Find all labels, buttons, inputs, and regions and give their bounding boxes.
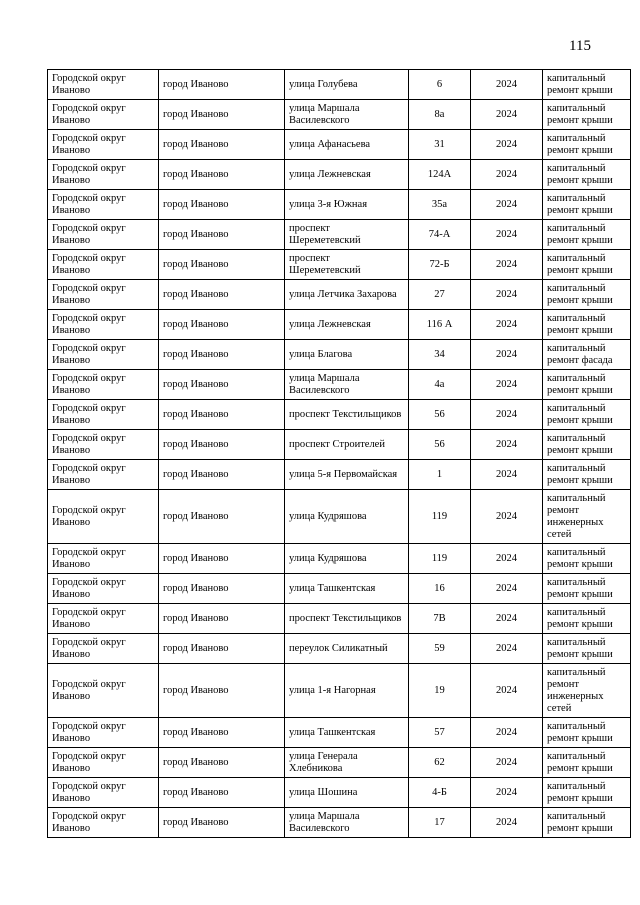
cell-street: улица Маршала Василевского xyxy=(285,808,409,838)
cell-street: улица Маршала Василевского xyxy=(285,100,409,130)
cell-house-number: 35а xyxy=(409,190,471,220)
table-row xyxy=(48,400,631,430)
table-row xyxy=(48,748,631,778)
cell-street: улица Кудряшова xyxy=(285,490,409,544)
cell-street: улица Афанасьева xyxy=(285,130,409,160)
cell-municipality: Городской округ Иваново xyxy=(48,100,159,130)
cell-street: улица Лежневская xyxy=(285,160,409,190)
cell-settlement: город Иваново xyxy=(159,718,285,748)
cell-year: 2024 xyxy=(471,430,543,460)
cell-work-type: капитальный ремонт инженерных сетей xyxy=(543,490,631,544)
cell-street: улица Шошина xyxy=(285,778,409,808)
cell-street: улица Благова xyxy=(285,340,409,370)
cell-settlement: город Иваново xyxy=(159,400,285,430)
cell-house-number: 72-Б xyxy=(409,250,471,280)
table-row xyxy=(48,340,631,370)
cell-municipality: Городской округ Иваново xyxy=(48,574,159,604)
cell-street: проспект Текстильщиков xyxy=(285,400,409,430)
cell-work-type: капитальный ремонт крыши xyxy=(543,544,631,574)
cell-year: 2024 xyxy=(471,574,543,604)
cell-house-number: 31 xyxy=(409,130,471,160)
cell-year: 2024 xyxy=(471,250,543,280)
cell-street: улица Летчика Захарова xyxy=(285,280,409,310)
table-row xyxy=(48,70,631,100)
cell-municipality: Городской округ Иваново xyxy=(48,430,159,460)
cell-year: 2024 xyxy=(471,808,543,838)
cell-settlement: город Иваново xyxy=(159,778,285,808)
cell-municipality: Городской округ Иваново xyxy=(48,808,159,838)
cell-house-number: 17 xyxy=(409,808,471,838)
cell-street: проспект Текстильщиков xyxy=(285,604,409,634)
table-row xyxy=(48,220,631,250)
cell-house-number: 59 xyxy=(409,634,471,664)
cell-house-number: 56 xyxy=(409,400,471,430)
cell-house-number: 1 xyxy=(409,460,471,490)
cell-municipality: Городской округ Иваново xyxy=(48,664,159,718)
table-row xyxy=(48,490,631,544)
cell-municipality: Городской округ Иваново xyxy=(48,490,159,544)
table-row xyxy=(48,160,631,190)
cell-municipality: Городской округ Иваново xyxy=(48,70,159,100)
cell-street: улица 3-я Южная xyxy=(285,190,409,220)
cell-work-type: капитальный ремонт крыши xyxy=(543,100,631,130)
table-row xyxy=(48,310,631,340)
cell-street: проспект Шереметевский xyxy=(285,220,409,250)
table-row xyxy=(48,634,631,664)
cell-settlement: город Иваново xyxy=(159,604,285,634)
cell-year: 2024 xyxy=(471,460,543,490)
table-row xyxy=(48,808,631,838)
cell-street: улица 1-я Нагорная xyxy=(285,664,409,718)
cell-year: 2024 xyxy=(471,340,543,370)
cell-work-type: капитальный ремонт крыши xyxy=(543,604,631,634)
cell-street: улица 5-я Первомайская xyxy=(285,460,409,490)
cell-year: 2024 xyxy=(471,634,543,664)
cell-settlement: город Иваново xyxy=(159,490,285,544)
cell-work-type: капитальный ремонт крыши xyxy=(543,250,631,280)
page-number: 115 xyxy=(569,38,591,54)
cell-work-type: капитальный ремонт крыши xyxy=(543,310,631,340)
cell-municipality: Городской округ Иваново xyxy=(48,340,159,370)
cell-municipality: Городской округ Иваново xyxy=(48,280,159,310)
cell-house-number: 119 xyxy=(409,544,471,574)
cell-street: переулок Силикатный xyxy=(285,634,409,664)
cell-street: улица Генерала Хлебникова xyxy=(285,748,409,778)
cell-settlement: город Иваново xyxy=(159,190,285,220)
cell-settlement: город Иваново xyxy=(159,130,285,160)
cell-house-number: 8а xyxy=(409,100,471,130)
cell-work-type: капитальный ремонт крыши xyxy=(543,370,631,400)
cell-settlement: город Иваново xyxy=(159,370,285,400)
cell-settlement: город Иваново xyxy=(159,100,285,130)
cell-settlement: город Иваново xyxy=(159,748,285,778)
cell-year: 2024 xyxy=(471,220,543,250)
cell-work-type: капитальный ремонт крыши xyxy=(543,400,631,430)
cell-year: 2024 xyxy=(471,190,543,220)
cell-year: 2024 xyxy=(471,544,543,574)
cell-municipality: Городской округ Иваново xyxy=(48,190,159,220)
cell-settlement: город Иваново xyxy=(159,340,285,370)
cell-settlement: город Иваново xyxy=(159,160,285,190)
cell-settlement: город Иваново xyxy=(159,250,285,280)
cell-work-type: капитальный ремонт крыши xyxy=(543,574,631,604)
cell-year: 2024 xyxy=(471,490,543,544)
cell-municipality: Городской округ Иваново xyxy=(48,460,159,490)
cell-settlement: город Иваново xyxy=(159,544,285,574)
table-row xyxy=(48,544,631,574)
cell-street: улица Лежневская xyxy=(285,310,409,340)
cell-work-type: капитальный ремонт фасада xyxy=(543,340,631,370)
cell-work-type: капитальный ремонт крыши xyxy=(543,634,631,664)
cell-house-number: 6 xyxy=(409,70,471,100)
cell-house-number: 4а xyxy=(409,370,471,400)
cell-street: улица Кудряшова xyxy=(285,544,409,574)
table-row xyxy=(48,778,631,808)
cell-settlement: город Иваново xyxy=(159,460,285,490)
cell-municipality: Городской округ Иваново xyxy=(48,718,159,748)
table-row xyxy=(48,100,631,130)
cell-year: 2024 xyxy=(471,664,543,718)
cell-house-number: 4-Б xyxy=(409,778,471,808)
cell-settlement: город Иваново xyxy=(159,808,285,838)
cell-municipality: Городской округ Иваново xyxy=(48,634,159,664)
cell-year: 2024 xyxy=(471,280,543,310)
table-row xyxy=(48,250,631,280)
cell-house-number: 27 xyxy=(409,280,471,310)
cell-work-type: капитальный ремонт крыши xyxy=(543,160,631,190)
cell-settlement: город Иваново xyxy=(159,664,285,718)
cell-municipality: Городской округ Иваново xyxy=(48,130,159,160)
table-row xyxy=(48,430,631,460)
cell-work-type: капитальный ремонт крыши xyxy=(543,70,631,100)
table-row xyxy=(48,664,631,718)
cell-house-number: 34 xyxy=(409,340,471,370)
cell-street: улица Ташкентская xyxy=(285,718,409,748)
cell-municipality: Городской округ Иваново xyxy=(48,250,159,280)
cell-street: улица Голубева xyxy=(285,70,409,100)
cell-municipality: Городской округ Иваново xyxy=(48,370,159,400)
cell-year: 2024 xyxy=(471,310,543,340)
cell-work-type: капитальный ремонт крыши xyxy=(543,430,631,460)
table-row xyxy=(48,370,631,400)
cell-house-number: 124А xyxy=(409,160,471,190)
cell-house-number: 116 А xyxy=(409,310,471,340)
table-row xyxy=(48,130,631,160)
cell-year: 2024 xyxy=(471,718,543,748)
table-row xyxy=(48,574,631,604)
cell-street: улица Ташкентская xyxy=(285,574,409,604)
cell-municipality: Городской округ Иваново xyxy=(48,310,159,340)
table-row xyxy=(48,460,631,490)
cell-settlement: город Иваново xyxy=(159,634,285,664)
cell-work-type: капитальный ремонт крыши xyxy=(543,130,631,160)
cell-municipality: Городской округ Иваново xyxy=(48,400,159,430)
cell-municipality: Городской округ Иваново xyxy=(48,604,159,634)
cell-year: 2024 xyxy=(471,100,543,130)
cell-street: проспект Шереметевский xyxy=(285,250,409,280)
cell-municipality: Городской округ Иваново xyxy=(48,778,159,808)
register-table-body xyxy=(48,70,631,838)
cell-settlement: город Иваново xyxy=(159,70,285,100)
cell-settlement: город Иваново xyxy=(159,574,285,604)
cell-work-type: капитальный ремонт инженерных сетей xyxy=(543,664,631,718)
cell-work-type: капитальный ремонт крыши xyxy=(543,280,631,310)
cell-street: проспект Строителей xyxy=(285,430,409,460)
cell-work-type: капитальный ремонт крыши xyxy=(543,220,631,250)
cell-house-number: 74-А xyxy=(409,220,471,250)
cell-municipality: Городской округ Иваново xyxy=(48,748,159,778)
table-row xyxy=(48,280,631,310)
cell-year: 2024 xyxy=(471,604,543,634)
cell-street: улица Маршала Василевского xyxy=(285,370,409,400)
cell-settlement: город Иваново xyxy=(159,430,285,460)
cell-municipality: Городской округ Иваново xyxy=(48,544,159,574)
cell-house-number: 119 xyxy=(409,490,471,544)
cell-work-type: капитальный ремонт крыши xyxy=(543,190,631,220)
register-table xyxy=(47,69,631,838)
cell-settlement: город Иваново xyxy=(159,280,285,310)
cell-house-number: 7В xyxy=(409,604,471,634)
table-row xyxy=(48,718,631,748)
table-row xyxy=(48,604,631,634)
cell-house-number: 62 xyxy=(409,748,471,778)
cell-work-type: капитальный ремонт крыши xyxy=(543,808,631,838)
cell-year: 2024 xyxy=(471,130,543,160)
cell-settlement: город Иваново xyxy=(159,220,285,250)
cell-house-number: 57 xyxy=(409,718,471,748)
cell-year: 2024 xyxy=(471,160,543,190)
cell-year: 2024 xyxy=(471,370,543,400)
cell-house-number: 56 xyxy=(409,430,471,460)
cell-year: 2024 xyxy=(471,778,543,808)
cell-municipality: Городской округ Иваново xyxy=(48,220,159,250)
cell-settlement: город Иваново xyxy=(159,310,285,340)
cell-work-type: капитальный ремонт крыши xyxy=(543,748,631,778)
cell-municipality: Городской округ Иваново xyxy=(48,160,159,190)
cell-work-type: капитальный ремонт крыши xyxy=(543,718,631,748)
cell-house-number: 16 xyxy=(409,574,471,604)
cell-work-type: капитальный ремонт крыши xyxy=(543,460,631,490)
cell-house-number: 19 xyxy=(409,664,471,718)
cell-year: 2024 xyxy=(471,70,543,100)
table-row xyxy=(48,190,631,220)
cell-year: 2024 xyxy=(471,748,543,778)
cell-work-type: капитальный ремонт крыши xyxy=(543,778,631,808)
cell-year: 2024 xyxy=(471,400,543,430)
